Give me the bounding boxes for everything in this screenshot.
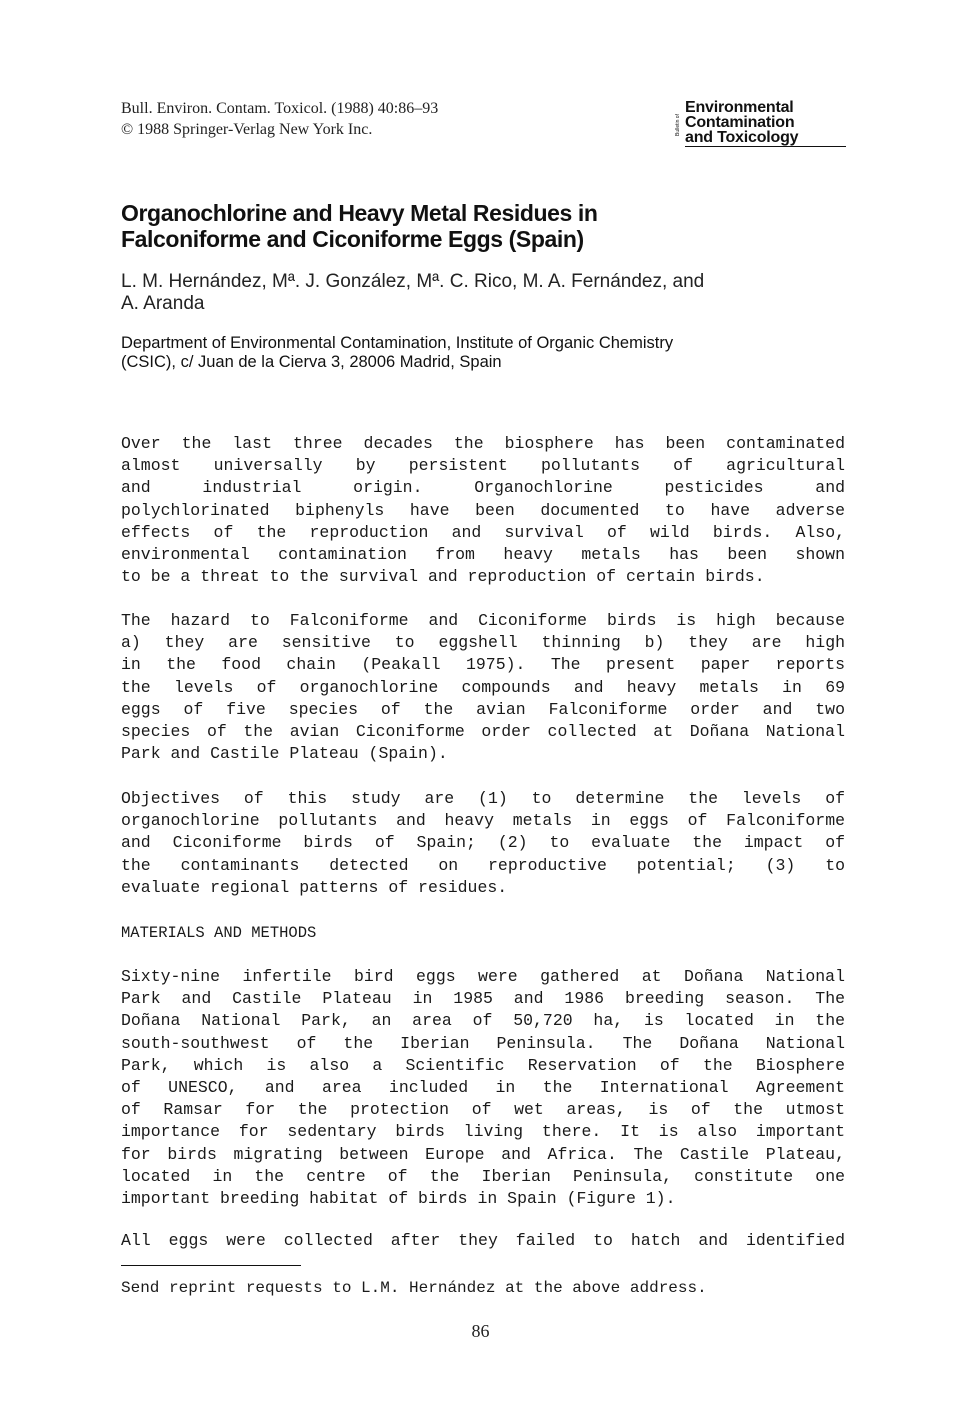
body-paragraph-methods xyxy=(121,966,845,1210)
paragraph-line: the contaminants detected on reproductive potential; (3) to xyxy=(121,855,845,875)
paragraph-line: organochlorine pollutants and heavy metals in eggs of Falconiforme xyxy=(121,811,845,831)
copyright-line: © 1988 Springer-Verlag New York Inc. xyxy=(121,121,373,138)
author-line: A. Aranda xyxy=(121,293,205,314)
paragraph-line: Doñana National Park, an area of 50,720 ha, is located in the xyxy=(121,1011,845,1031)
paragraph-line: Park and Castile Plateau (Spain). xyxy=(121,744,448,764)
section-heading-materials-methods: MATERIALS AND METHODS xyxy=(121,924,317,942)
paragraph-line: and industrial origin. Organochlorine pesticides and xyxy=(121,478,845,498)
paragraph-line: Objectives of this study are (1) to determine the levels of xyxy=(121,789,845,808)
paragraph-line: Park, which is also a Scientific Reservation of the Biosphere xyxy=(121,1055,845,1075)
journal-logo-side-text: Bulletin of xyxy=(675,114,681,136)
paragraph-line: Sixty-nine infertile bird eggs were gathered at Doñana National xyxy=(121,967,845,986)
paragraph-line: almost universally by persistent pollutants of agricultural xyxy=(121,456,845,476)
paragraph-line: effects of the reproduction and survival of wild birds. Also, xyxy=(121,522,845,542)
affiliation-line: (CSIC), c/ Juan de la Cierva 3, 28006 Madrid, Spain xyxy=(121,353,502,371)
author-list xyxy=(121,271,704,315)
paragraph-line: environmental contamination from heavy metals has been shown xyxy=(121,544,845,564)
footnote-reprint-requests: Send reprint requests to L.M. Hernández at the above address. xyxy=(121,1279,707,1297)
body-paragraph-collection xyxy=(121,1230,845,1252)
paragraph-line: south-southwest of the Iberian Peninsula. The Doñana National xyxy=(121,1033,845,1053)
paragraph-line: the levels of organochlorine compounds and heavy metals in 69 xyxy=(121,677,845,697)
affiliation-line: Department of Environmental Contamination, Institute of Organic Chemistry xyxy=(121,334,674,352)
paragraph-line: species of the avian Ciconiforme order collected at Doñana National xyxy=(121,721,845,741)
journal-logo-line: and Toxicology xyxy=(685,130,846,147)
article-title xyxy=(121,200,841,252)
paragraph-line: The hazard to Falconiforme and Ciconiforme birds is high because xyxy=(121,611,845,630)
paragraph-line: and Ciconiforme birds of Spain; (2) to evaluate the impact of xyxy=(121,833,845,853)
footnote-divider xyxy=(121,1265,301,1266)
paragraph-line: a) they are sensitive to eggshell thinning b) they are high xyxy=(121,633,845,653)
paragraph-line: for birds migrating between Europe and Africa. The Castile Plateau, xyxy=(121,1144,845,1164)
journal-logo xyxy=(676,100,846,150)
paragraph-line: polychlorinated biphenyls have been documented to have adverse xyxy=(121,500,845,520)
author-affiliation xyxy=(121,334,673,372)
body-paragraph-intro xyxy=(121,433,845,588)
title-line: Organochlorine and Heavy Metal Residues in xyxy=(121,200,598,226)
paragraph-line: located in the centre of the Iberian Peninsula, constitute one xyxy=(121,1166,845,1186)
citation-line: Bull. Environ. Contam. Toxicol. (1988) 40:86–93 xyxy=(121,100,439,117)
journal-logo-line: Contamination xyxy=(685,114,795,131)
page-number: 86 xyxy=(471,1321,490,1341)
paragraph-line: of Ramsar for the protection of wet areas, is of the utmost xyxy=(121,1100,845,1120)
journal-citation xyxy=(121,98,438,140)
paragraph-line: Over the last three decades the biosphere has been contaminated xyxy=(121,434,845,453)
paragraph-line: of UNESCO, and area included in the International Agreement xyxy=(121,1077,845,1097)
paragraph-line: All eggs were collected after they failed to hatch and identified xyxy=(121,1231,845,1250)
paragraph-line: in the food chain (Peakall 1975). The present paper reports xyxy=(121,655,845,675)
paragraph-line: Park and Castile Plateau in 1985 and 1986 breeding season. The xyxy=(121,989,845,1009)
title-line: Falconiforme and Ciconiforme Eggs (Spain) xyxy=(121,226,584,252)
body-paragraph-objectives xyxy=(121,788,845,899)
body-paragraph-hazard xyxy=(121,610,845,765)
paragraph-line: importance for sedentary birds living there. It is also important xyxy=(121,1122,845,1142)
paragraph-line: evaluate regional patterns of residues. xyxy=(121,877,508,897)
author-line: L. M. Hernández, Mª. J. González, Mª. C. Rico, M. A. Fernández, and xyxy=(121,271,705,292)
paragraph-line: important breeding habitat of birds in Spain (Figure 1). xyxy=(121,1188,676,1208)
paragraph-line: to be a threat to the survival and reproduction of certain birds. xyxy=(121,567,765,587)
paragraph-line: eggs of five species of the avian Falconiforme order and two xyxy=(121,699,845,719)
journal-logo-line: Environmental xyxy=(685,99,794,116)
